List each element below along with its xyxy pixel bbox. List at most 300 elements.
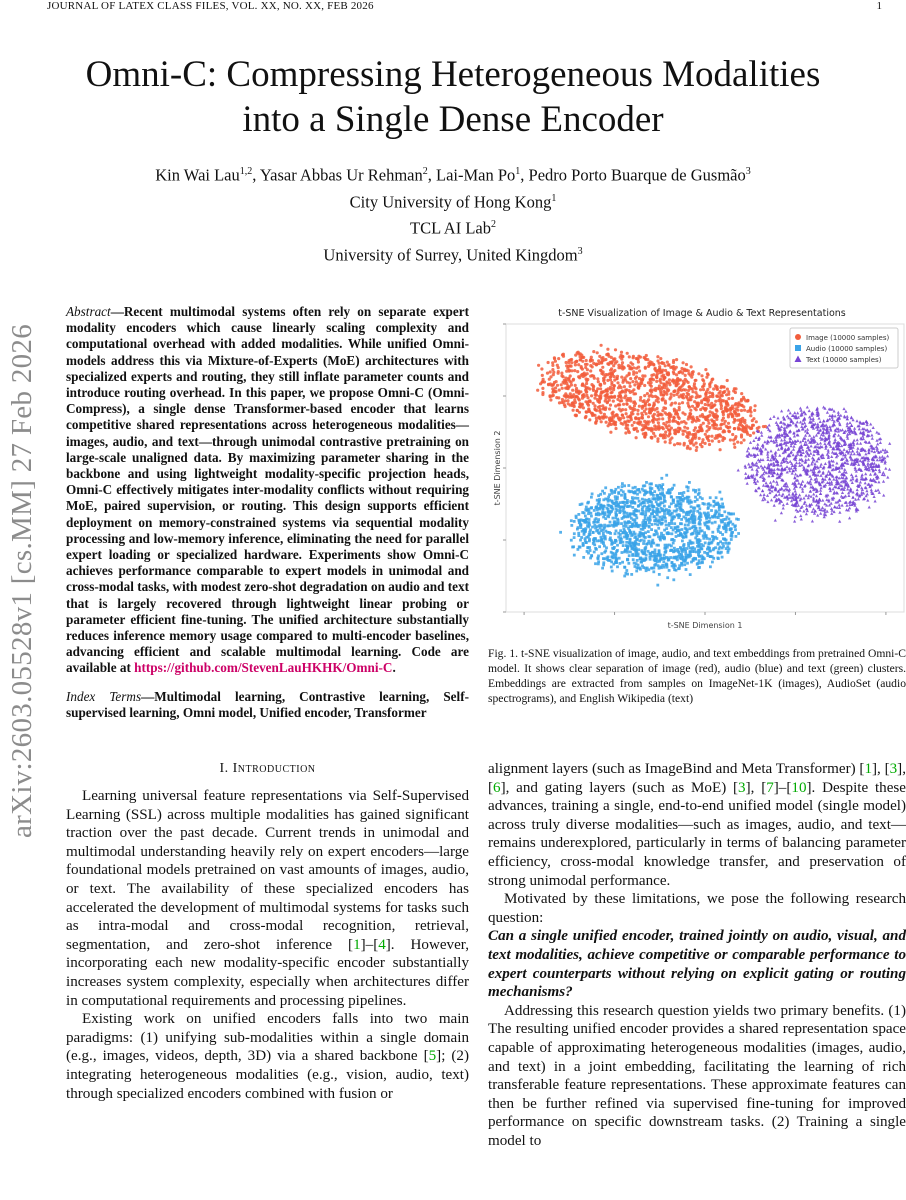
data-point — [691, 390, 694, 393]
data-point — [596, 351, 599, 354]
data-point — [753, 409, 756, 412]
data-point — [591, 526, 594, 529]
data-point — [721, 419, 724, 422]
data-point — [656, 494, 659, 497]
data-point — [672, 379, 675, 382]
data-point — [632, 558, 635, 561]
data-point — [679, 497, 682, 500]
data-point — [596, 509, 599, 512]
data-point — [689, 573, 692, 576]
data-point — [573, 554, 576, 557]
data-point — [627, 505, 630, 508]
data-point — [591, 365, 594, 368]
data-point — [589, 557, 592, 560]
data-point — [658, 426, 661, 429]
data-point — [720, 393, 723, 396]
data-point — [634, 497, 637, 500]
data-point — [681, 401, 684, 404]
data-point — [711, 378, 714, 381]
data-point — [586, 550, 589, 553]
data-point — [666, 491, 669, 494]
citation-link[interactable]: 1 — [353, 936, 361, 953]
data-point — [742, 439, 745, 442]
data-point — [603, 358, 606, 361]
data-point — [619, 538, 622, 541]
data-point — [602, 498, 605, 501]
data-point — [589, 358, 592, 361]
data-point — [617, 403, 620, 406]
data-point — [725, 401, 728, 404]
data-point — [698, 488, 701, 491]
data-point — [743, 409, 746, 412]
data-point — [711, 392, 714, 395]
data-point — [737, 419, 740, 422]
arxiv-stamp: arXiv:2603.05528v1 [cs.MM] 27 Feb 2026 — [6, 323, 38, 839]
data-point — [599, 408, 602, 411]
code-link[interactable]: https://github.com/StevenLauHKHK/Omni-C — [134, 660, 393, 676]
data-point — [609, 404, 612, 407]
data-point — [632, 356, 635, 359]
data-point — [614, 498, 617, 501]
data-point — [711, 439, 714, 442]
data-point — [614, 427, 617, 430]
data-point — [565, 361, 568, 364]
data-point — [702, 537, 705, 540]
data-point — [681, 372, 684, 375]
data-point — [694, 500, 697, 503]
data-point — [648, 521, 651, 524]
data-point — [655, 418, 658, 421]
data-point — [654, 551, 657, 554]
data-point — [656, 510, 659, 513]
data-point — [614, 539, 617, 542]
data-point — [740, 441, 743, 444]
legend-label: Image (10000 samples) — [806, 334, 890, 342]
page-number: 1 — [876, 0, 882, 12]
data-point — [680, 549, 683, 552]
legend-label: Audio (10000 samples) — [806, 345, 888, 353]
data-point — [615, 413, 618, 416]
citation-link[interactable]: 3 — [889, 761, 898, 777]
data-point — [583, 512, 586, 515]
data-point — [732, 513, 735, 516]
data-point — [599, 504, 602, 507]
data-point — [657, 564, 660, 567]
data-point — [721, 410, 724, 413]
data-point — [584, 515, 587, 518]
data-point — [705, 430, 708, 433]
data-point — [700, 445, 703, 448]
data-point — [557, 370, 560, 373]
data-point — [663, 566, 666, 569]
author-name: Yasar Abbas Ur Rehman — [259, 165, 423, 185]
data-point — [737, 426, 740, 429]
introduction-body-left — [66, 787, 469, 1103]
data-point — [594, 547, 597, 550]
paragraph: Learning universal feature representations via Self-Supervised Learning (SSL) across multiple modalities has gained significant traction over the past decade. Current trends in unimodal and multimodal understanding heavily rely on expert encoders—large foundational models pretrained on vast amounts of images, audio, or text. The availability of these specialized encoders has accelerated the development of multimodal systems for tasks such as intra-modal and cross-modal recognition, retrieval, segmentation, and zero-shot inference [1]–[4]. However, incorporating each new modality-specific encoder substantially increases system complexity, especially when architectures differ in computational requirements and processing pipelines. — [66, 788, 469, 1009]
data-point — [569, 404, 572, 407]
data-point — [647, 535, 650, 538]
data-point — [648, 508, 651, 511]
data-point — [606, 353, 609, 356]
data-point — [686, 445, 689, 448]
data-point — [596, 529, 599, 532]
data-point — [603, 492, 606, 495]
data-point — [613, 395, 616, 398]
data-point — [741, 417, 744, 420]
data-point — [667, 434, 670, 437]
data-point — [549, 395, 552, 398]
data-point — [652, 570, 655, 573]
data-point — [727, 415, 730, 418]
data-point — [681, 556, 684, 559]
data-point — [702, 422, 705, 425]
data-point — [746, 399, 749, 402]
data-point — [659, 381, 662, 384]
data-point — [638, 405, 641, 408]
data-point — [672, 361, 675, 364]
data-point — [655, 426, 658, 429]
data-point — [733, 418, 736, 421]
data-point — [680, 518, 683, 521]
data-point — [689, 447, 692, 450]
data-point — [566, 399, 569, 402]
title-line-2: into a Single Dense Encoder — [242, 99, 664, 140]
data-point — [636, 559, 639, 562]
data-point — [704, 409, 707, 412]
data-point — [644, 525, 647, 528]
data-point — [709, 517, 712, 520]
data-point — [688, 412, 691, 415]
data-point — [672, 370, 675, 373]
data-point — [590, 554, 593, 557]
data-point — [724, 542, 727, 545]
data-point — [577, 534, 580, 537]
author-name: Pedro Porto Buarque de Gusmão — [528, 165, 746, 185]
data-point — [599, 383, 602, 386]
data-point — [752, 417, 755, 420]
data-point — [690, 541, 693, 544]
data-point — [665, 474, 668, 477]
data-point — [625, 374, 628, 377]
data-point — [668, 420, 671, 423]
data-point — [651, 555, 654, 558]
data-point — [730, 407, 733, 410]
data-point — [664, 369, 667, 372]
data-point — [670, 538, 673, 541]
data-point — [607, 524, 610, 527]
data-point — [626, 558, 629, 561]
data-point — [617, 486, 620, 489]
data-point — [701, 378, 704, 381]
data-point — [644, 357, 647, 360]
data-point — [713, 515, 716, 518]
data-point — [708, 383, 711, 386]
data-point — [683, 563, 686, 566]
index-terms — [66, 689, 469, 721]
data-point — [637, 417, 640, 420]
data-point — [718, 547, 721, 550]
data-point — [696, 430, 699, 433]
data-point — [711, 395, 714, 398]
data-point — [615, 514, 618, 517]
data-point — [621, 485, 624, 488]
data-point — [634, 502, 637, 505]
data-point — [628, 529, 631, 532]
data-point — [711, 561, 714, 564]
data-point — [625, 402, 628, 405]
data-point — [659, 536, 662, 539]
data-point — [551, 384, 554, 387]
data-point — [585, 379, 588, 382]
data-point — [579, 546, 582, 549]
data-point — [670, 495, 673, 498]
data-point — [656, 544, 659, 547]
data-point — [661, 398, 664, 401]
data-point — [607, 510, 610, 513]
figure-caption: Fig. 1. t-SNE visualization of image, audio, and text embeddings from pretrained Omni-C model. It shows clear separation of image (red), audio (blue) and text (green) clusters. Embeddings are extracted from samples on ImageNet-1K (images), AudioSet (audio spectrograms), and English Wikipedia (text) — [488, 647, 906, 705]
data-point — [603, 545, 606, 548]
data-point — [661, 369, 664, 372]
data-point — [623, 566, 626, 569]
data-point — [643, 539, 646, 542]
data-point — [727, 524, 730, 527]
data-point — [706, 552, 709, 555]
data-point — [573, 399, 576, 402]
section-heading-introduction: I. Introduction — [219, 761, 316, 777]
data-point — [649, 389, 652, 392]
paragraph: Existing work on unified encoders falls into two main paradigms: (1) unifying sub-modalities within a single domain (e.g., images, videos, depth, 3D) via a shared backbone [5]; (2) integrating heterogeneous modalities (e.g., vision, audio, text) through specialized encoders combined with fusion or — [66, 1011, 470, 1102]
data-point — [644, 403, 647, 406]
data-point — [624, 522, 627, 525]
data-point — [703, 531, 706, 534]
data-point — [577, 513, 580, 516]
data-point — [705, 418, 708, 421]
data-point — [686, 497, 689, 500]
data-point — [628, 431, 631, 434]
data-point — [649, 558, 652, 561]
data-point — [653, 490, 656, 493]
data-point — [604, 397, 607, 400]
data-point — [586, 363, 589, 366]
data-point — [620, 494, 623, 497]
data-point — [614, 348, 617, 351]
data-point — [624, 431, 627, 434]
data-point — [708, 538, 711, 541]
data-point — [680, 367, 683, 370]
data-point — [678, 427, 681, 430]
data-point — [611, 547, 614, 550]
citation-link[interactable]: 10 — [791, 779, 807, 796]
data-point — [637, 358, 640, 361]
data-point — [650, 543, 653, 546]
data-point — [683, 426, 686, 429]
data-point — [604, 550, 607, 553]
data-point — [695, 402, 698, 405]
data-point — [701, 385, 704, 388]
data-point — [602, 557, 605, 560]
data-point — [686, 427, 689, 430]
data-point — [634, 486, 637, 489]
data-point — [590, 394, 593, 397]
data-point — [600, 369, 603, 372]
data-point — [681, 411, 684, 414]
data-point — [694, 391, 697, 394]
data-point — [698, 492, 701, 495]
data-point — [589, 549, 592, 552]
data-point — [673, 522, 676, 525]
data-point — [623, 501, 626, 504]
data-point — [708, 443, 711, 446]
data-point — [704, 368, 707, 371]
data-point — [654, 389, 657, 392]
data-point — [625, 525, 628, 528]
data-point — [659, 497, 662, 500]
data-point — [653, 403, 656, 406]
data-point — [730, 538, 733, 541]
data-point — [639, 356, 642, 359]
data-point — [650, 528, 653, 531]
data-point — [598, 401, 601, 404]
data-point — [727, 393, 730, 396]
data-point — [657, 397, 660, 400]
data-point — [620, 351, 623, 354]
data-point — [709, 504, 712, 507]
data-point — [620, 489, 623, 492]
citation-link[interactable]: 1 — [864, 761, 873, 777]
data-point — [592, 521, 595, 524]
data-point — [587, 404, 590, 407]
data-point — [712, 538, 715, 541]
citation-link[interactable]: 6 — [493, 779, 501, 796]
data-point — [676, 558, 679, 561]
data-point — [593, 407, 596, 410]
data-point — [576, 528, 579, 531]
data-point — [714, 400, 717, 403]
data-point — [622, 403, 625, 406]
data-point — [580, 536, 583, 539]
data-point — [611, 540, 614, 543]
data-point — [669, 441, 672, 444]
data-point — [600, 420, 603, 423]
data-point — [693, 507, 696, 510]
data-point — [688, 481, 691, 484]
data-point — [612, 388, 615, 391]
data-point — [620, 399, 623, 402]
data-point — [551, 391, 554, 394]
data-point — [622, 525, 625, 528]
data-point — [607, 559, 610, 562]
data-point — [632, 487, 635, 490]
data-point — [611, 570, 614, 573]
data-point — [563, 379, 566, 382]
data-point — [631, 542, 634, 545]
data-point — [602, 564, 605, 567]
data-point — [728, 548, 731, 551]
data-point — [694, 387, 697, 390]
data-point — [568, 370, 571, 373]
data-point — [656, 440, 659, 443]
data-point — [622, 544, 625, 547]
data-point — [629, 538, 632, 541]
data-point — [621, 390, 624, 393]
data-point — [580, 518, 583, 521]
data-point — [585, 359, 588, 362]
data-point — [579, 503, 582, 506]
data-point — [706, 388, 709, 391]
data-point — [644, 367, 647, 370]
data-point — [717, 557, 720, 560]
data-point — [631, 553, 634, 556]
data-point — [602, 542, 605, 545]
author-name: Kin Wai Lau — [155, 165, 240, 185]
data-point — [658, 550, 661, 553]
data-point — [662, 560, 665, 563]
data-point — [712, 505, 715, 508]
data-point — [645, 543, 648, 546]
data-point — [705, 513, 708, 516]
data-point — [571, 401, 574, 404]
data-point — [708, 547, 711, 550]
data-point — [719, 531, 722, 534]
data-point — [591, 374, 594, 377]
running-header: JOURNAL OF LATEX CLASS FILES, VOL. XX, NO. XX, FEB 2026 — [47, 0, 374, 12]
data-point — [607, 496, 610, 499]
data-point — [579, 352, 582, 355]
data-point — [630, 513, 633, 516]
data-point — [668, 378, 671, 381]
data-point — [608, 493, 611, 496]
data-point — [610, 561, 613, 564]
data-point — [603, 378, 606, 381]
data-point — [631, 496, 634, 499]
data-point — [633, 421, 636, 424]
data-point — [634, 510, 637, 513]
data-point — [682, 536, 685, 539]
data-point — [700, 401, 703, 404]
data-point — [622, 416, 625, 419]
data-point — [633, 383, 636, 386]
data-point — [733, 442, 736, 445]
data-point — [726, 516, 729, 519]
data-point — [686, 529, 689, 532]
citation-link[interactable]: 4 — [378, 936, 386, 953]
data-point — [579, 355, 582, 358]
data-point — [601, 390, 604, 393]
data-point — [613, 375, 616, 378]
data-point — [616, 377, 619, 380]
data-point — [688, 527, 691, 530]
data-point — [685, 379, 688, 382]
citation-link[interactable]: 5 — [428, 1048, 437, 1065]
citation-link[interactable]: 3 — [738, 779, 746, 796]
data-point — [594, 421, 597, 424]
data-point — [719, 402, 722, 405]
data-point — [685, 363, 688, 366]
data-point — [686, 547, 689, 550]
citation-link[interactable]: 7 — [766, 779, 774, 796]
data-point — [676, 505, 679, 508]
data-point — [610, 566, 613, 569]
data-point — [585, 506, 588, 509]
data-point — [642, 519, 645, 522]
data-point — [732, 421, 735, 424]
data-point — [698, 437, 701, 440]
data-point — [618, 391, 621, 394]
data-point — [677, 391, 680, 394]
data-point — [627, 399, 630, 402]
data-point — [665, 413, 668, 416]
